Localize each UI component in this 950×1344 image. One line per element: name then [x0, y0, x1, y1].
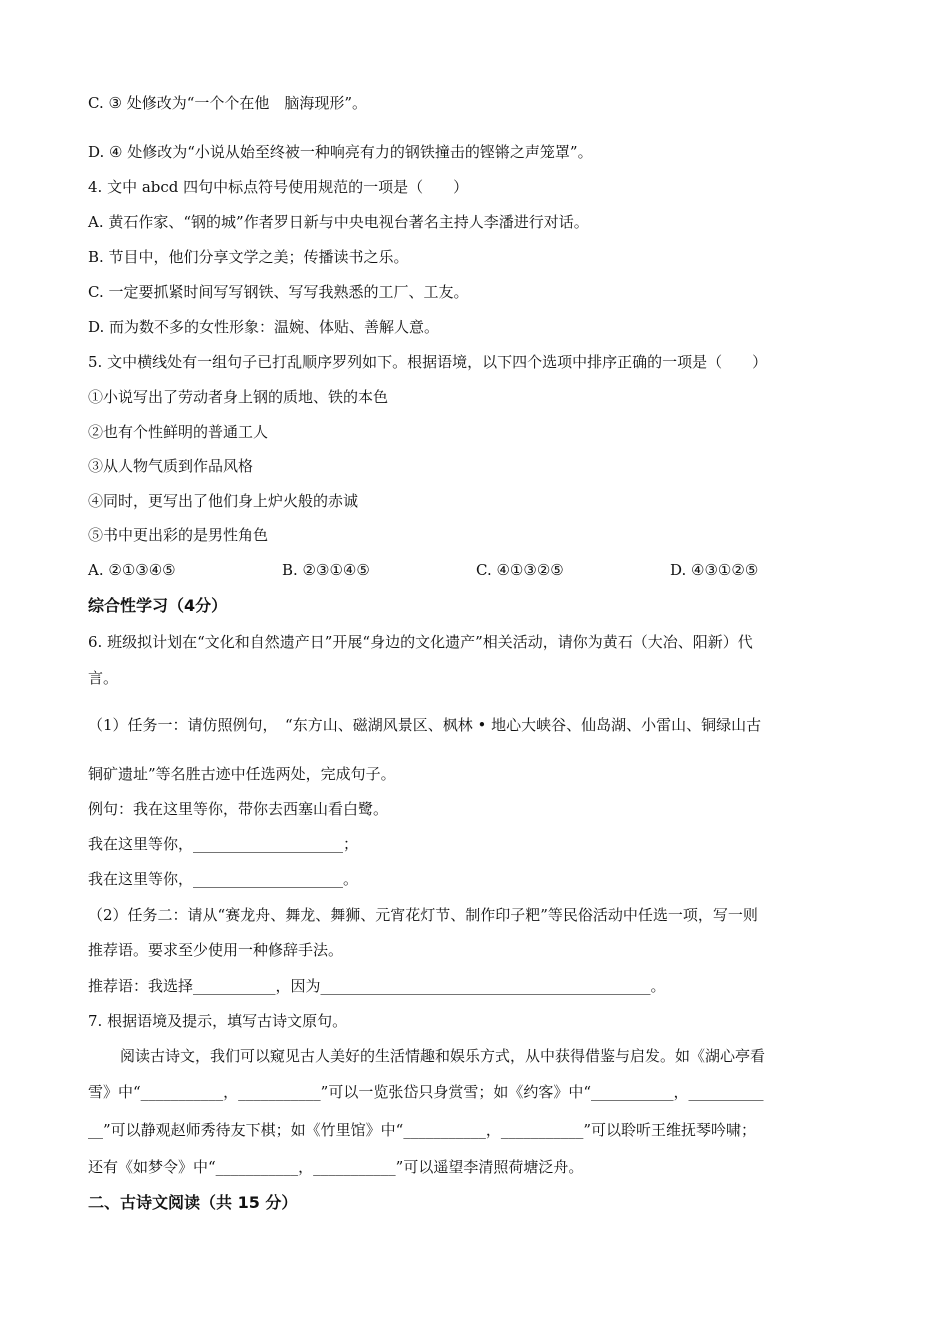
q5-stem: 5. 文中横线处有一组句子已打乱顺序罗列如下。根据语境，以下四个选项中排序正确的一项是（ ） [88, 353, 768, 371]
q4-stem: 4. 文中 abcd 四句中标点符号使用规范的一项是（ ） [88, 178, 469, 196]
q6-task2-cont: 推荐语。要求至少使用一种修辞手法。 [88, 941, 344, 959]
q7-paragraph-line: __”可以静观赵师秀待友下棋；如《竹里馆》中“___________，___________”可以聆听王维抚琴吟啸； [88, 1121, 757, 1139]
q6-task2: （2）任务二：请从“赛龙舟、舞龙、舞狮、元宵花灯节、制作印子粑”等民俗活动中任选一项，写一则 [88, 906, 758, 924]
q4-option-b: B. 节目中，他们分享文学之美；传播读书之乐。 [88, 248, 409, 266]
q6-fill-blank-2: 我在这里等你，____________________。 [88, 870, 359, 888]
q4-option-c: C. 一定要抓紧时间写写钢铁、写写我熟悉的工厂、工友。 [88, 283, 469, 301]
q3-option-c: C. ③ 处修改为“一个个在他 脑海现形”。 [88, 94, 368, 112]
q5-item: ⑤书中更出彩的是男性角色 [88, 526, 269, 544]
q5-option-c: C. ④①③②⑤ [476, 561, 564, 579]
q6-stem: 6. 班级拟计划在“文化和自然遗产日”开展“身边的文化遗产”相关活动，请你为黄石（大冶、阳新）代 [88, 633, 753, 651]
q6-stem-cont: 言。 [88, 669, 119, 687]
q6-task1: （1）任务一：请仿照例句， “东方山、磁湖风景区、枫林 • 地心大峡谷、仙岛湖、小雷山、铜绿山古 [88, 716, 762, 734]
q4-option-d: D. 而为数不多的女性形象：温婉、体贴、善解人意。 [88, 318, 440, 336]
q5-option-b: B. ②③①④⑤ [282, 561, 370, 579]
section-heading-gushiwen: 二、古诗文阅读（共 15 分） [88, 1193, 298, 1212]
q5-item: ④同时，更写出了他们身上炉火般的赤诚 [88, 492, 359, 510]
q6-fill-blank-1: 我在这里等你，____________________； [88, 835, 359, 853]
q6-task1-cont: 铜矿遗址”等名胜古迹中任选两处，完成句子。 [88, 765, 396, 783]
q7-stem: 7. 根据语境及提示，填写古诗文原句。 [88, 1012, 348, 1030]
q3-option-d: D. ④ 处修改为“小说从始至终被一种响亮有力的钢铁撞击的铿锵之声笼罩”。 [88, 143, 593, 161]
q5-item: ②也有个性鲜明的普通工人 [88, 423, 269, 441]
q5-option-a: A. ②①③④⑤ [88, 561, 176, 579]
q5-option-d: D. ④③①②⑤ [670, 561, 759, 579]
q6-example: 例句：我在这里等你，带你去西塞山看白鹭。 [88, 800, 389, 818]
q5-item: ①小说写出了劳动者身上钢的质地、铁的本色 [88, 388, 389, 406]
q4-option-a: A. 黄石作家、“钢的城”作者罗日新与中央电视台著名主持人李潘进行对话。 [88, 213, 589, 231]
q5-item: ③从人物气质到作品风格 [88, 457, 254, 475]
q7-paragraph-line: 阅读古诗文，我们可以窥见古人美好的生活情趣和娱乐方式，从中获得借鉴与启发。如《湖心亭看 [120, 1047, 766, 1065]
q6-recommend: 推荐语：我选择___________，因为____________________________________________。 [88, 977, 666, 995]
q7-paragraph-line: 雪》中“___________，___________”可以一览张岱只身赏雪；如《约客》中“___________，__________ [88, 1083, 764, 1101]
q7-paragraph-line: 还有《如梦令》中“___________，___________”可以遥望李清照荷塘泛舟。 [88, 1158, 584, 1176]
section-heading-zonghe: 综合性学习（4分） [88, 596, 228, 615]
